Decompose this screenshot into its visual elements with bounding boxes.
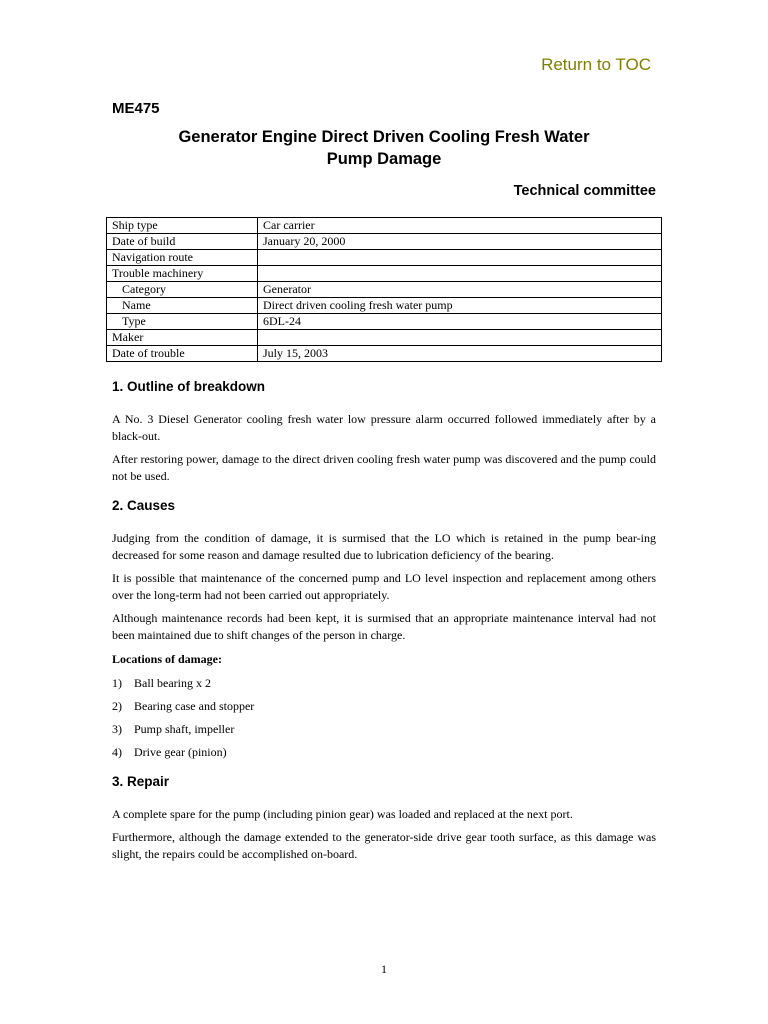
- row-key: Type: [107, 314, 258, 330]
- list-item: [112, 744, 656, 761]
- row-value: [258, 250, 662, 266]
- row-value: January 20, 2000: [258, 234, 662, 250]
- table-row: [107, 298, 662, 314]
- paragraph: After restoring power, damage to the direct driven cooling fresh water pump was discovered and the pump could not be used.: [112, 452, 656, 483]
- row-key: Category: [107, 282, 258, 298]
- list-item: [112, 675, 656, 692]
- paragraph: Furthermore, although the damage extended to the generator-side drive gear tooth surface, as this damage was slight, the repairs could be accomplished on-board.: [112, 830, 656, 861]
- document-body: [112, 378, 656, 875]
- row-key: Ship type: [107, 218, 258, 234]
- table-row: [107, 330, 662, 346]
- list-item: [112, 721, 656, 738]
- section-repair: [112, 773, 656, 863]
- row-key: Date of trouble: [107, 346, 258, 362]
- locations-list: [112, 675, 656, 761]
- title-line-2: Pump Damage: [326, 150, 442, 168]
- list-number: 3): [112, 722, 122, 736]
- row-key: Name: [107, 298, 258, 314]
- author: Technical committee: [513, 183, 656, 199]
- table-row: [107, 282, 662, 298]
- return-to-toc-link[interactable]: Return to TOC: [541, 55, 651, 74]
- row-key: Date of build: [107, 234, 258, 250]
- list-text: Bearing case and stopper: [134, 699, 255, 713]
- table-row: [107, 218, 662, 234]
- ship-info-table: [106, 217, 662, 362]
- paragraph: Judging from the condition of damage, it is surmised that the LO which is retained in the pump bear-ing decreased for some reason and damage resulted due to lubrication deficiency of the bearing.: [112, 531, 656, 562]
- document-code: ME475: [112, 100, 160, 117]
- row-key: Maker: [107, 330, 258, 346]
- paragraph: A No. 3 Diesel Generator cooling fresh water low pressure alarm occurred followed immediately after by a black-out.: [112, 412, 656, 443]
- row-value: [258, 266, 662, 282]
- section-heading: 1. Outline of breakdown: [112, 379, 266, 394]
- title-line-1: Generator Engine Direct Driven Cooling Fresh Water: [178, 128, 590, 146]
- list-number: 1): [112, 676, 122, 690]
- table-row: [107, 266, 662, 282]
- section-outline: [112, 378, 656, 485]
- row-value: July 15, 2003: [258, 346, 662, 362]
- list-item: [112, 698, 656, 715]
- list-text: Pump shaft, impeller: [134, 722, 235, 736]
- table-row: [107, 250, 662, 266]
- table-row: [107, 234, 662, 250]
- row-value: [258, 330, 662, 346]
- page-number: 1: [381, 962, 387, 976]
- row-value: Generator: [258, 282, 662, 298]
- row-key: Navigation route: [107, 250, 258, 266]
- table-row: [107, 314, 662, 330]
- list-text: Drive gear (pinion): [134, 745, 227, 759]
- row-value: 6DL-24: [258, 314, 662, 330]
- row-value: Direct driven cooling fresh water pump: [258, 298, 662, 314]
- document-title: [112, 126, 656, 170]
- table-row: [107, 346, 662, 362]
- section-heading: 2. Causes: [112, 498, 176, 513]
- section-causes: [112, 497, 656, 761]
- section-heading: 3. Repair: [112, 774, 170, 789]
- list-text: Ball bearing x 2: [134, 676, 211, 690]
- locations-heading: Locations of damage:: [112, 652, 222, 666]
- list-number: 2): [112, 699, 122, 713]
- row-key: Trouble machinery: [107, 266, 258, 282]
- row-value: Car carrier: [258, 218, 662, 234]
- paragraph: It is possible that maintenance of the concerned pump and LO level inspection and replacement among others over the long-term had not been carried out appropriately.: [112, 571, 656, 602]
- paragraph: Although maintenance records had been kept, it is surmised that an appropriate maintenance interval had not been maintained due to shift changes of the person in charge.: [112, 611, 656, 642]
- paragraph: A complete spare for the pump (including pinion gear) was loaded and replaced at the next port.: [112, 807, 573, 821]
- list-number: 4): [112, 745, 122, 759]
